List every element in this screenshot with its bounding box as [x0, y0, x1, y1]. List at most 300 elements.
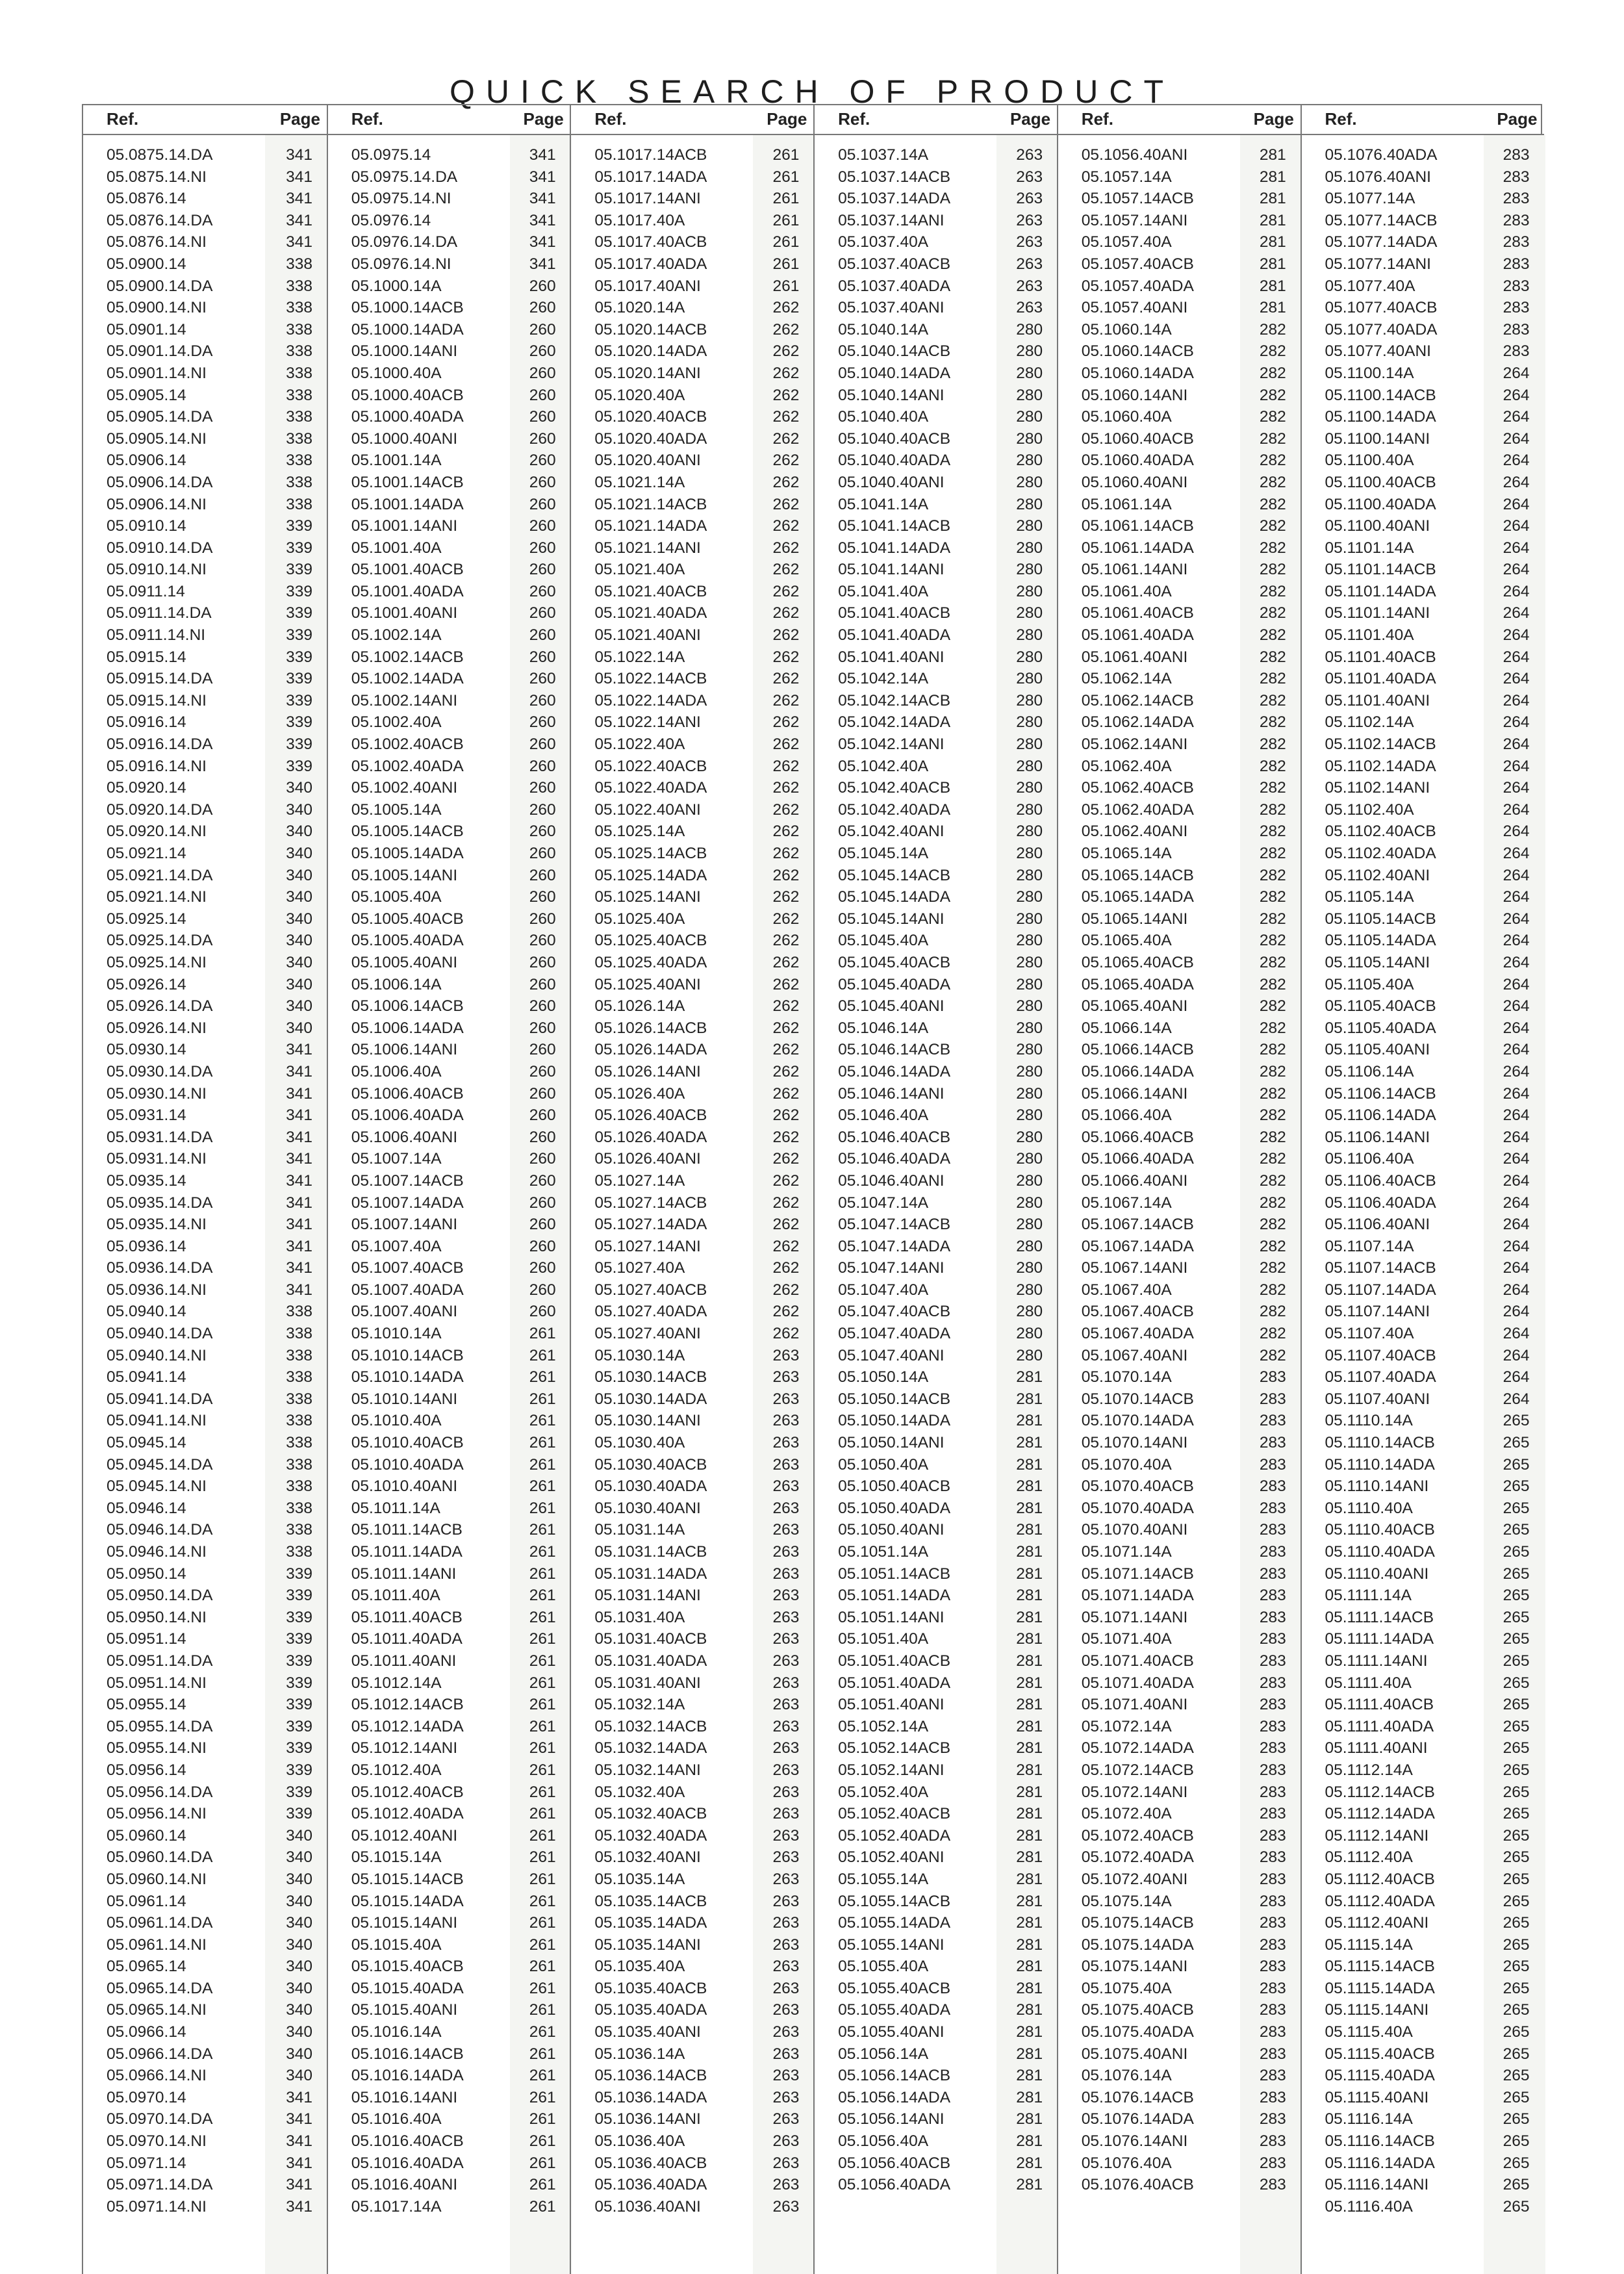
- table-row: [1058, 711, 1300, 734]
- table-row: [1302, 1039, 1544, 1061]
- page-number: 341: [286, 2176, 312, 2194]
- page-number: 281: [1259, 277, 1286, 295]
- table-row: [328, 1934, 570, 1956]
- product-ref: 05.0920.14: [107, 779, 186, 797]
- table-row: [1302, 1127, 1544, 1149]
- table-row: [571, 908, 813, 930]
- table-row: [1302, 581, 1544, 603]
- page-number: 282: [1259, 932, 1286, 950]
- page-number: 281: [1016, 1521, 1043, 1539]
- page-number: 263: [1016, 299, 1043, 317]
- product-ref: 05.0960.14: [107, 1826, 186, 1845]
- page-number: 265: [1503, 1565, 1530, 1583]
- table-row: [83, 865, 327, 887]
- product-ref: 05.1032.40ANI: [594, 1848, 701, 1867]
- product-ref: 05.0910.14: [107, 517, 186, 535]
- page-number: 261: [529, 1826, 556, 1845]
- product-ref: 05.1042.14A: [838, 670, 929, 688]
- product-ref: 05.1020.40ADA: [594, 429, 707, 448]
- page-number: 261: [529, 1455, 556, 1474]
- page-number: 263: [772, 1587, 800, 1605]
- table-row: [328, 385, 570, 407]
- table-row: [1302, 995, 1544, 1017]
- page-number: 265: [1503, 2197, 1530, 2216]
- table-row: [815, 756, 1057, 778]
- page-number: 282: [1259, 561, 1286, 579]
- product-ref: 05.1005.40A: [351, 888, 442, 906]
- page-number: 283: [1259, 1434, 1286, 1452]
- table-row: [1302, 210, 1544, 232]
- product-ref: 05.1101.40ACB: [1325, 648, 1436, 666]
- table-row: [83, 1432, 327, 1454]
- page-number: 260: [529, 1281, 556, 1299]
- page-number: 281: [1259, 168, 1286, 186]
- page-number: 264: [1503, 539, 1530, 557]
- page-number: 339: [286, 735, 312, 754]
- table-row: [1058, 1017, 1300, 1040]
- page-number: 282: [1259, 626, 1286, 645]
- page-number: 339: [286, 582, 312, 600]
- product-ref: 05.1015.40ACB: [351, 1958, 464, 1976]
- product-ref: 05.0911.14.DA: [107, 604, 212, 622]
- product-ref: 05.1100.40ACB: [1325, 473, 1436, 491]
- product-ref: 05.1076.14ANI: [1081, 2132, 1188, 2151]
- product-ref: 05.1015.14ANI: [351, 1914, 458, 1932]
- table-row: [328, 1716, 570, 1738]
- page-number: 262: [772, 713, 800, 732]
- table-row: [328, 363, 570, 385]
- table-row: [83, 1410, 327, 1432]
- page-number: 260: [529, 364, 556, 382]
- product-ref: 05.1056.40A: [838, 2132, 929, 2151]
- page-number: 283: [1503, 190, 1530, 208]
- table-row: [815, 385, 1057, 407]
- page-number: 280: [1016, 1346, 1043, 1364]
- page-number: 339: [286, 539, 312, 557]
- product-ref: 05.1052.14ACB: [838, 1739, 951, 1757]
- product-ref: 05.1102.14A: [1325, 713, 1414, 732]
- page-number: 261: [529, 2045, 556, 2063]
- page-number: 339: [286, 1717, 312, 1735]
- product-ref: 05.1027.40ANI: [594, 1325, 701, 1343]
- product-ref: 05.1071.40ADA: [1081, 1674, 1194, 1692]
- table-row: [328, 1236, 570, 1258]
- table-row: [328, 2108, 570, 2130]
- table-row: [1302, 1999, 1544, 2021]
- table-row: [1058, 668, 1300, 690]
- page-number: 281: [1016, 1979, 1043, 1997]
- table-row: [1302, 1192, 1544, 1214]
- page-number: 260: [529, 713, 556, 732]
- table-row: [571, 1127, 813, 1149]
- table-row: [83, 231, 327, 253]
- product-ref: 05.1010.40A: [351, 1412, 442, 1430]
- table-row: [1058, 1257, 1300, 1279]
- product-ref: 05.1105.40A: [1325, 975, 1414, 993]
- product-ref: 05.1031.40A: [594, 1608, 685, 1626]
- page-number: 281: [1016, 1652, 1043, 1670]
- page-number: 281: [1016, 1696, 1043, 1714]
- table-row: [1058, 690, 1300, 712]
- table-row: [1302, 340, 1544, 363]
- page-number: 264: [1503, 910, 1530, 928]
- page-number: 283: [1503, 342, 1530, 361]
- product-ref: 05.1076.40ACB: [1081, 2176, 1194, 2194]
- page-number: 281: [1016, 1674, 1043, 1692]
- table-row: [815, 1148, 1057, 1170]
- page-number: 282: [1259, 888, 1286, 906]
- page-number: 283: [1259, 1368, 1286, 1386]
- page-number: 283: [1259, 1543, 1286, 1561]
- page-number: 261: [529, 1325, 556, 1343]
- table-row: [815, 930, 1057, 952]
- table-row: [571, 1345, 813, 1367]
- product-ref: 05.1011.40A: [351, 1587, 440, 1605]
- product-ref: 05.1040.40ACB: [838, 429, 951, 448]
- page-number: 341: [286, 1194, 312, 1212]
- product-ref: 05.1057.40ANI: [1081, 299, 1188, 317]
- table-row: [328, 275, 570, 298]
- table-row: [1058, 1978, 1300, 2000]
- table-row: [1302, 690, 1544, 712]
- page-number: 264: [1503, 1128, 1530, 1146]
- page-number: 265: [1503, 1587, 1530, 1605]
- table-row: [815, 253, 1057, 275]
- page-number: 280: [1016, 1237, 1043, 1255]
- table-row: [571, 734, 813, 756]
- table-row: [328, 144, 570, 166]
- product-ref: 05.1105.40ACB: [1325, 997, 1436, 1016]
- table-row: [1302, 2087, 1544, 2109]
- product-ref: 05.1116.14A: [1325, 2110, 1413, 2128]
- product-ref: 05.1115.40ANI: [1325, 2088, 1429, 2106]
- product-ref: 05.1052.40ANI: [838, 1848, 945, 1867]
- product-ref: 05.1017.40ADA: [594, 255, 707, 273]
- product-ref: 05.1050.14A: [838, 1368, 929, 1386]
- product-ref: 05.1115.40A: [1325, 2023, 1413, 2041]
- ref-header: Ref.: [1081, 109, 1113, 129]
- page-number: 280: [1016, 582, 1043, 600]
- page-number: 262: [772, 670, 800, 688]
- product-ref: 05.1032.40ADA: [594, 1826, 707, 1845]
- table-row: [815, 1869, 1057, 1891]
- table-row: [571, 1039, 813, 1061]
- page-number: 281: [1016, 1848, 1043, 1867]
- table-row: [571, 1650, 813, 1672]
- table-row: [328, 995, 570, 1017]
- product-ref: 05.1102.14ACB: [1325, 735, 1436, 754]
- table-row: [571, 821, 813, 843]
- table-row: [1302, 821, 1544, 843]
- product-ref: 05.1027.40ACB: [594, 1281, 707, 1299]
- product-ref: 05.1057.40A: [1081, 233, 1172, 251]
- table-row: [83, 559, 327, 581]
- table-row: [815, 1782, 1057, 1804]
- product-ref: 05.1105.14ADA: [1325, 932, 1436, 950]
- product-ref: 05.1012.40ACB: [351, 1783, 464, 1801]
- page-number: 280: [1016, 1194, 1043, 1212]
- table-row: [83, 515, 327, 537]
- product-ref: 05.1006.14ADA: [351, 1019, 464, 1037]
- table-row: [571, 865, 813, 887]
- product-ref: 05.1027.14A: [594, 1171, 685, 1190]
- product-ref: 05.1062.14ANI: [1081, 735, 1188, 754]
- product-ref: 05.1021.14A: [594, 473, 685, 491]
- product-ref: 05.1005.14ACB: [351, 823, 464, 841]
- product-ref: 05.0961.14.NI: [107, 1935, 207, 1954]
- table-row: [1058, 363, 1300, 385]
- product-ref: 05.1105.14ANI: [1325, 953, 1430, 971]
- page-number: 282: [1259, 1281, 1286, 1299]
- table-row: [1302, 2130, 1544, 2153]
- product-ref: 05.1031.14ANI: [594, 1587, 701, 1605]
- product-ref: 05.1015.40ADA: [351, 1979, 464, 1997]
- table-row: [1302, 1388, 1544, 1411]
- page-number: 262: [772, 1194, 800, 1212]
- page-number: 338: [286, 1477, 312, 1496]
- product-ref: 05.1075.40ADA: [1081, 2023, 1194, 2041]
- table-row: [1058, 777, 1300, 799]
- product-ref: 05.1017.14ANI: [594, 190, 701, 208]
- product-ref: 05.0941.14.DA: [107, 1390, 213, 1408]
- page-number: 265: [1503, 1826, 1530, 1845]
- product-ref: 05.1036.40ANI: [594, 2197, 701, 2216]
- table-row: [328, 1410, 570, 1432]
- product-ref: 05.1037.14ACB: [838, 168, 951, 186]
- table-row: [1302, 1345, 1544, 1367]
- page-number: 283: [1503, 233, 1530, 251]
- table-row: [83, 1214, 327, 1236]
- product-ref: 05.1011.14ADA: [351, 1543, 463, 1561]
- column-header: [328, 105, 570, 135]
- page-header: Page: [1009, 109, 1051, 129]
- table-row: [571, 799, 813, 821]
- page-number: 339: [286, 1783, 312, 1801]
- page-number: 263: [772, 1434, 800, 1452]
- product-ref: 05.1062.14ADA: [1081, 713, 1194, 732]
- table-row: [815, 2065, 1057, 2087]
- table-row: [1302, 1083, 1544, 1105]
- table-row: [83, 472, 327, 494]
- product-ref: 05.1110.14ACB: [1325, 1434, 1435, 1452]
- table-row: [571, 777, 813, 799]
- page-number: 283: [1503, 320, 1530, 339]
- product-ref: 05.0935.14: [107, 1171, 186, 1190]
- page-number: 283: [1259, 1848, 1286, 1867]
- page-number: 282: [1259, 582, 1286, 600]
- product-ref: 05.0915.14: [107, 648, 186, 666]
- table-row: [1302, 144, 1544, 166]
- table-row: [1302, 1737, 1544, 1759]
- page-number: 281: [1016, 1587, 1043, 1605]
- product-ref: 05.1061.40ANI: [1081, 648, 1188, 666]
- table-row: [815, 1192, 1057, 1214]
- table-row: [815, 428, 1057, 450]
- table-row: [815, 1891, 1057, 1913]
- table-row: [571, 1148, 813, 1170]
- product-ref: 05.1071.40ACB: [1081, 1652, 1194, 1670]
- product-ref: 05.1007.40A: [351, 1237, 442, 1255]
- page-number: 261: [529, 1412, 556, 1430]
- table-row: [571, 1956, 813, 1978]
- table-row: [1058, 1105, 1300, 1127]
- page-number: 260: [529, 1084, 556, 1103]
- product-ref: 05.0946.14.NI: [107, 1543, 207, 1561]
- product-ref: 05.1065.14A: [1081, 845, 1172, 862]
- product-ref: 05.1042.40ACB: [838, 779, 951, 797]
- table-row: [328, 2196, 570, 2218]
- table-row: [571, 1803, 813, 1825]
- product-ref: 05.1106.40A: [1325, 1150, 1414, 1168]
- product-ref: 05.1025.14A: [594, 823, 685, 841]
- product-ref: 05.1056.14ACB: [838, 2067, 951, 2085]
- product-ref: 05.0976.14: [351, 211, 431, 229]
- product-ref: 05.1072.40ADA: [1081, 1848, 1194, 1867]
- product-ref: 05.1012.40ADA: [351, 1805, 464, 1823]
- product-ref: 05.1055.40ADA: [838, 2001, 951, 2019]
- table-row: [815, 865, 1057, 887]
- table-row: [1302, 2108, 1544, 2130]
- page-number: 280: [1016, 495, 1043, 513]
- table-row: [328, 1148, 570, 1170]
- product-ref: 05.1046.14ADA: [838, 1062, 951, 1080]
- product-ref: 05.1061.14ANI: [1081, 561, 1188, 579]
- page-number: 282: [1259, 1325, 1286, 1343]
- table-row: [1058, 166, 1300, 188]
- page-number: 341: [286, 1084, 312, 1103]
- page-number: 260: [529, 691, 556, 709]
- product-ref: 05.0930.14.NI: [107, 1084, 207, 1103]
- page-number: 339: [286, 1652, 312, 1670]
- page-number: 264: [1503, 735, 1530, 754]
- page-number: 264: [1503, 823, 1530, 841]
- table-row: [815, 210, 1057, 232]
- product-ref: 05.1005.40ACB: [351, 910, 464, 928]
- product-ref: 05.1057.14ANI: [1081, 211, 1188, 229]
- page-number: 261: [529, 1477, 556, 1496]
- page-number: 262: [772, 779, 800, 797]
- table-row: [1302, 1148, 1544, 1170]
- product-ref: 05.1070.40ANI: [1081, 1521, 1188, 1539]
- table-row: [571, 472, 813, 494]
- table-row: [1058, 537, 1300, 559]
- page-number: 263: [772, 1390, 800, 1408]
- page-number: 283: [1259, 2045, 1286, 2063]
- page-number: 262: [772, 342, 800, 361]
- page-number: 260: [529, 495, 556, 513]
- product-ref: 05.1112.14A: [1325, 1761, 1413, 1779]
- page-number: 264: [1503, 1171, 1530, 1190]
- table-row: [83, 1061, 327, 1083]
- page-number: 340: [286, 1019, 312, 1037]
- product-ref: 05.1005.14ANI: [351, 866, 458, 884]
- table-row: [571, 1759, 813, 1782]
- page-number: 262: [772, 1019, 800, 1037]
- page-number: 338: [286, 255, 312, 273]
- table-row: [815, 1803, 1057, 1825]
- table-row: [83, 1476, 327, 1498]
- table-row: [1058, 995, 1300, 1017]
- table-row: [815, 1978, 1057, 2000]
- page-number: 283: [1259, 1499, 1286, 1517]
- page-number: 340: [286, 953, 312, 971]
- page-number: 341: [286, 233, 312, 251]
- page-number: 280: [1016, 342, 1043, 361]
- page-number: 283: [1259, 1412, 1286, 1430]
- page-number: 280: [1016, 1325, 1043, 1343]
- table-row: [1058, 843, 1300, 865]
- table-row: [815, 1323, 1057, 1345]
- table-row: [328, 1869, 570, 1891]
- page-number: 263: [772, 1346, 800, 1364]
- page-number: 283: [1259, 2067, 1286, 2085]
- page-number: 283: [1503, 146, 1530, 164]
- page-number: 260: [529, 517, 556, 535]
- product-ref: 05.1056.40ANI: [1081, 146, 1188, 164]
- product-ref: 05.1075.14ADA: [1081, 1935, 1194, 1954]
- page-number: 261: [529, 2067, 556, 2085]
- page-number: 282: [1259, 953, 1286, 971]
- page-number: 281: [1016, 1368, 1043, 1386]
- table-row: [83, 2196, 327, 2218]
- product-ref: 05.0930.14: [107, 1041, 186, 1059]
- page-number: 262: [772, 386, 800, 404]
- table-row: [1058, 1301, 1300, 1323]
- page-header: Page: [279, 109, 320, 129]
- page-number: 280: [1016, 386, 1043, 404]
- page-number: 338: [286, 473, 312, 491]
- page-number: 262: [772, 1106, 800, 1125]
- page-number: 263: [772, 2110, 800, 2128]
- page-number: 340: [286, 1958, 312, 1976]
- table-row: [1058, 2087, 1300, 2109]
- table-row: [1302, 886, 1544, 908]
- table-row: [328, 297, 570, 319]
- product-ref: 05.1036.14ACB: [594, 2067, 707, 2085]
- product-ref: 05.1005.14ADA: [351, 845, 464, 862]
- page-number: 282: [1259, 800, 1286, 819]
- page-number: 264: [1503, 1019, 1530, 1037]
- table-row: [328, 756, 570, 778]
- product-ref: 05.1110.40ADA: [1325, 1543, 1435, 1561]
- page-number: 281: [1016, 1434, 1043, 1452]
- product-ref: 05.0951.14.NI: [107, 1674, 207, 1692]
- product-ref: 05.1020.40A: [594, 386, 685, 404]
- page-number: 261: [529, 1739, 556, 1757]
- product-ref: 05.0876.14.DA: [107, 211, 213, 229]
- page-number: 265: [1503, 1652, 1530, 1670]
- page-number: 339: [286, 648, 312, 666]
- table-row: [815, 711, 1057, 734]
- table-row: [1302, 188, 1544, 210]
- table-row: [571, 1017, 813, 1040]
- table-row: [815, 1476, 1057, 1498]
- column-header: [83, 105, 327, 135]
- product-ref: 05.0956.14.DA: [107, 1783, 213, 1801]
- product-ref: 05.1036.14A: [594, 2045, 685, 2063]
- product-ref: 05.1105.14A: [1325, 888, 1414, 906]
- table-row: [83, 1934, 327, 1956]
- page-number: 264: [1503, 604, 1530, 622]
- table-row: [328, 231, 570, 253]
- page-number: 340: [286, 888, 312, 906]
- page-number: 261: [529, 1587, 556, 1605]
- product-ref: 05.1010.14ANI: [351, 1390, 458, 1408]
- table-row: [83, 1388, 327, 1411]
- table-row: [328, 1476, 570, 1498]
- page-number: 263: [772, 1565, 800, 1583]
- table-row: [328, 1366, 570, 1388]
